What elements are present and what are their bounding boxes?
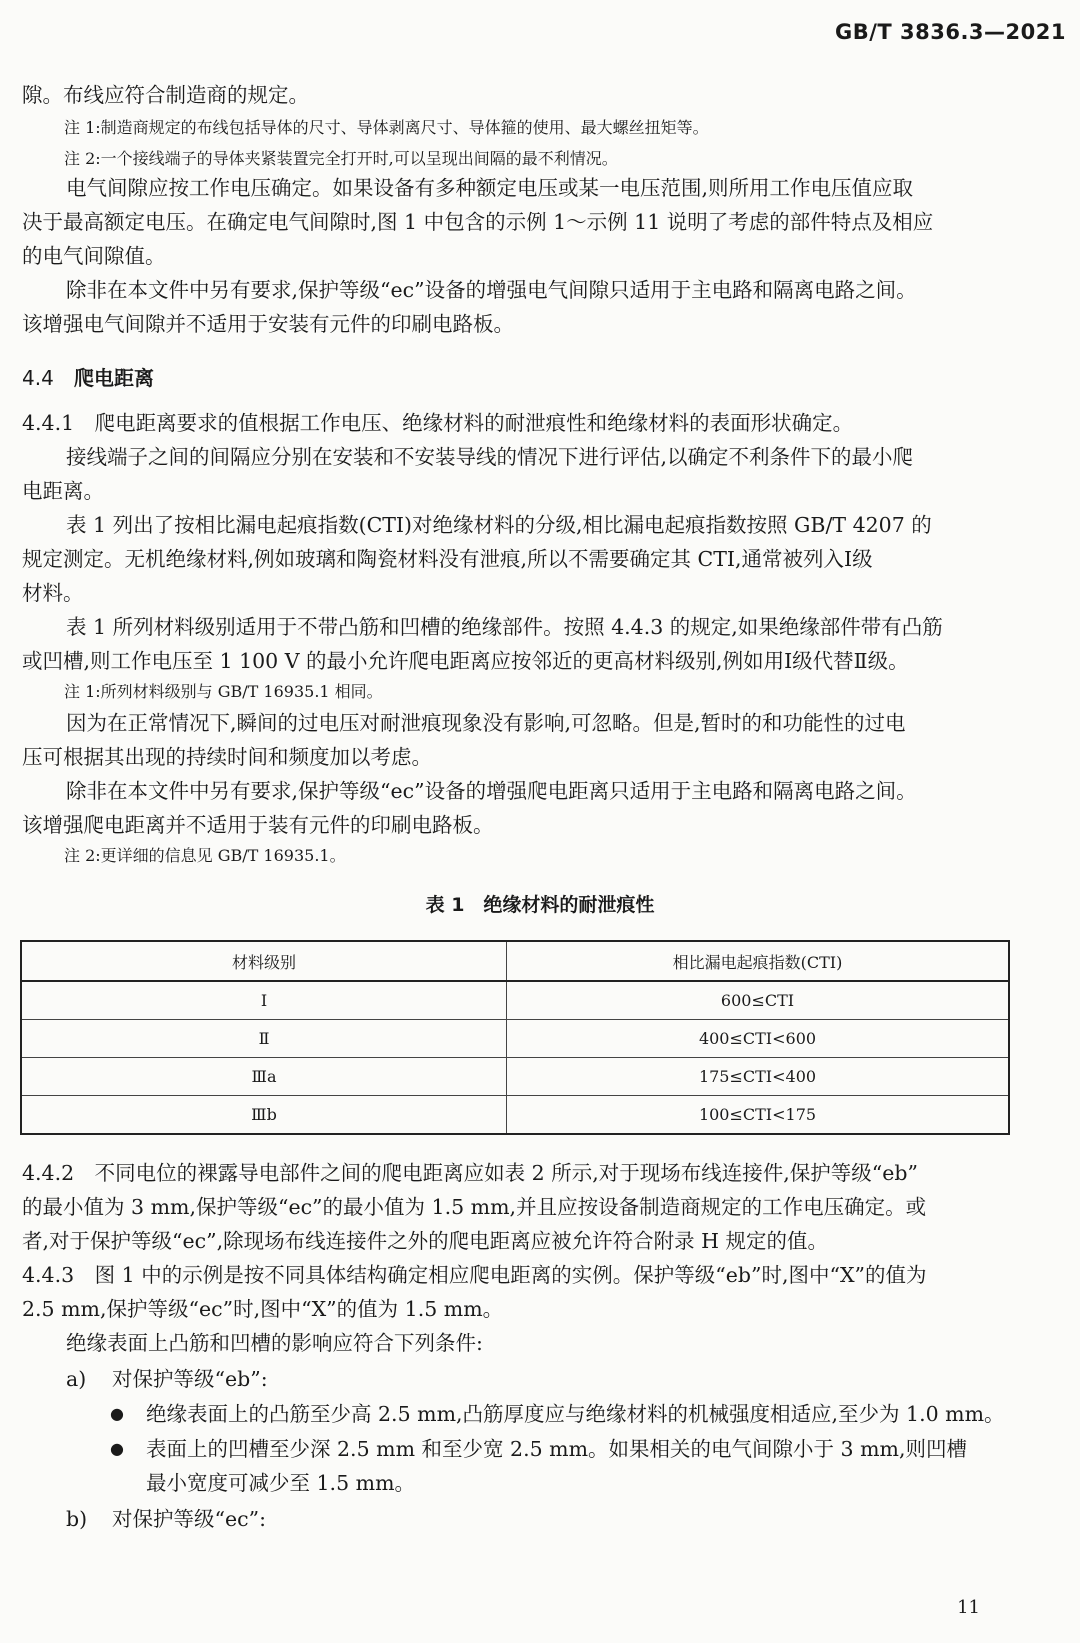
section-number: 4.4 <box>22 366 54 390</box>
column-header: 材料级别 <box>21 941 507 981</box>
bullet-continuation: 最小宽度可减少至 1.5 mm。 <box>146 1471 416 1495</box>
note-line: 注 1:所列材料级别与 GB/T 16935.1 相同。 <box>64 682 383 701</box>
paragraph-line: 2.5 mm,保护等级“ec”时,图中“X”的值为 1.5 mm。 <box>22 1297 504 1321</box>
bullet-text: 表面上的凹槽至少深 2.5 mm 和至少宽 2.5 mm。如果相关的电气间隙小于 3 mm,则凹槽 <box>146 1437 968 1461</box>
paragraph-line: 除非在本文件中另有要求,保护等级“ec”设备的增强电气间隙只适用于主电路和隔离电路之间。 <box>66 278 917 302</box>
section-heading <box>22 362 154 391</box>
cti-range-cell: 600≤CTI <box>507 981 1010 1020</box>
bullet-icon: ● <box>110 1439 124 1458</box>
table-header-row <box>21 941 1009 981</box>
column-header: 相比漏电起痕指数(CTI) <box>507 941 1010 981</box>
cti-range-cell: 175≤CTI<400 <box>507 1058 1010 1096</box>
table-caption: 表 1 绝缘材料的耐泄痕性 <box>425 894 655 916</box>
list-item-b <box>66 1502 266 1532</box>
paragraph-line: 者,对于保护等级“ec”,除现场布线连接件之外的爬电距离应被允许符合附录 H 规定的值。 <box>22 1229 829 1253</box>
paragraph-line: 除非在本文件中另有要求,保护等级“ec”设备的增强爬电距离只适用于主电路和隔离电路之间。 <box>66 779 917 803</box>
bullet-item <box>110 1432 967 1462</box>
paragraph-line: 电气间隙应按工作电压确定。如果设备有多种额定电压或某一电压范围,则所用工作电压值应取 <box>66 176 914 200</box>
material-group-cell: Ⅲa <box>21 1058 507 1096</box>
paragraph-line: 接线端子之间的间隔应分别在安装和不安装导线的情况下进行评估,以确定不利条件下的最小爬 <box>66 445 914 469</box>
list-label: a) <box>66 1367 87 1391</box>
paragraph-line: 规定测定。无机绝缘材料,例如玻璃和陶瓷材料没有泄痕,所以不需要确定其 CTI,通常被列入Ⅰ级 <box>22 547 873 571</box>
table-row <box>21 1020 1009 1058</box>
paragraph-line: 该增强电气间隙并不适用于安装有元件的印刷电路板。 <box>22 312 514 336</box>
material-group-cell: Ⅲb <box>21 1096 507 1135</box>
list-item-a <box>66 1362 268 1392</box>
section-title: 爬电距离 <box>74 366 154 390</box>
paragraph-line: 的最小值为 3 mm,保护等级“ec”的最小值为 1.5 mm,并且应按设备制造商规定的工作电压确定。或 <box>22 1195 927 1219</box>
paragraph-line: 表 1 列出了按相比漏电起痕指数(CTI)对绝缘材料的分级,相比漏电起痕指数按照 GB/T 4207 的 <box>66 513 932 537</box>
paragraph-line: 因为在正常情况下,瞬间的过电压对耐泄痕现象没有影响,可忽略。但是,暂时的和功能性的过电 <box>66 711 906 735</box>
note-line: 注 2:一个接线端子的导体夹紧装置完全打开时,可以呈现出间隔的最不利情况。 <box>64 149 618 168</box>
note-line: 注 2:更详细的信息见 GB/T 16935.1。 <box>64 846 346 865</box>
list-text: 对保护等级“ec”: <box>112 1507 266 1531</box>
list-text: 对保护等级“eb”: <box>112 1367 268 1391</box>
table-row <box>21 1096 1009 1135</box>
paragraph-line: 隙。布线应符合制造商的规定。 <box>22 83 309 107</box>
cti-table <box>20 940 1010 1135</box>
bullet-item <box>110 1397 1005 1427</box>
material-group-cell: Ⅰ <box>21 981 507 1020</box>
bullet-text: 绝缘表面上的凸筋至少高 2.5 mm,凸筋厚度应与绝缘材料的机械强度相适应,至少为 1.0 mm。 <box>146 1402 1005 1426</box>
paragraph-line: 表 1 所列材料级别适用于不带凸筋和凹槽的绝缘部件。按照 4.4.3 的规定,如果绝缘部件带有凸筋 <box>66 615 943 639</box>
paragraph-line: 或凹槽,则工作电压至 1 100 V 的最小允许爬电距离应按邻近的更高材料级别,例如用Ⅰ级代替Ⅱ级。 <box>22 649 909 673</box>
clause-4-4-1: 4.4.1 爬电距离要求的值根据工作电压、绝缘材料的耐泄痕性和绝缘材料的表面形状确定。 <box>22 411 854 435</box>
table-row <box>21 981 1009 1020</box>
bullet-icon: ● <box>110 1404 124 1423</box>
standard-code-header: GB/T 3836.3—2021 <box>834 20 1066 44</box>
list-label: b) <box>66 1507 88 1531</box>
paragraph-line: 决于最高额定电压。在确定电气间隙时,图 1 中包含的示例 1～示例 11 说明了考虑的部件特点及相应 <box>22 210 934 234</box>
cti-range-cell: 100≤CTI<175 <box>507 1096 1010 1135</box>
clause-4-4-2: 4.4.2 不同电位的裸露导电部件之间的爬电距离应如表 2 所示,对于现场布线连接件,保护等级“eb” <box>22 1161 918 1185</box>
paragraph-line: 的电气间隙值。 <box>22 244 166 268</box>
table-row <box>21 1058 1009 1096</box>
note-line: 注 1:制造商规定的布线包括导体的尺寸、导体剥离尺寸、导体箍的使用、最大螺丝扭矩等。 <box>64 118 709 137</box>
paragraph-line: 该增强爬电距离并不适用于装有元件的印刷电路板。 <box>22 813 494 837</box>
paragraph-line: 绝缘表面上凸筋和凹槽的影响应符合下列条件: <box>66 1331 483 1355</box>
cti-range-cell: 400≤CTI<600 <box>507 1020 1010 1058</box>
paragraph-line: 材料。 <box>22 581 84 605</box>
page-number: 11 <box>957 1597 980 1618</box>
paragraph-line: 压可根据其出现的持续时间和频度加以考虑。 <box>22 745 432 769</box>
clause-4-4-3: 4.4.3 图 1 中的示例是按不同具体结构确定相应爬电距离的实例。保护等级“eb”时,图中“X”的值为 <box>22 1263 927 1287</box>
material-group-cell: Ⅱ <box>21 1020 507 1058</box>
paragraph-line: 电距离。 <box>22 479 104 503</box>
